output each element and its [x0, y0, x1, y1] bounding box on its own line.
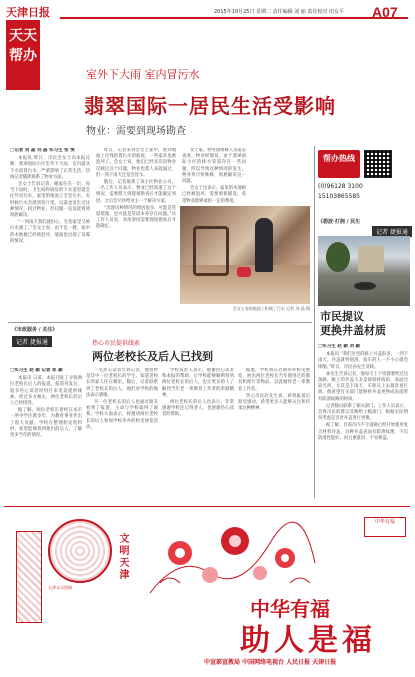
second-paragraph: 一名热心读者告诉记者，他曾经是其中一位老校长的学生，知道老校长的家人住在哪里。随后，记者联系到了老校长的后人，他们对学校的做法表示感谢。: [86, 368, 158, 398]
side-headline: 更换井盖材质: [320, 324, 386, 337]
side-photo: [318, 236, 410, 306]
qr-code-icon: [364, 150, 392, 178]
lead-kicker: 室外下大雨 室内冒污水: [86, 68, 200, 81]
second-column-label: 《市政服务 / 关注》: [12, 327, 58, 333]
lead-paragraph: 女士家，物业派维修人员前去查看。物业经理说，由于翡翠国际小区的排水管道存在一些问题，所以导致这种情况的发生，物业将尽快维修，彻底解决这一问题。: [182, 148, 246, 185]
photo-chair: [193, 226, 229, 276]
second-paragraph: 两位老校长的后人也表示，非常感谢学校还记得老人，也感谢热心读者的帮助。: [162, 400, 234, 418]
second-paragraph: 热心市民赵先生说，看到报道后很受感动，希望更多人能够关注和传承这种精神。: [238, 393, 310, 412]
second-col-1: [10, 368, 82, 500]
side-body: [318, 344, 408, 498]
public-service-ad: [4, 506, 410, 673]
masthead-meta: 2015年10月25日 星期二 责任编辑 刘 丽 责任校对 田女平: [214, 9, 344, 15]
ad-flower-illustration: [140, 513, 320, 603]
lead-paragraph: 本报讯 昨日，市民会女士向本报反映：翡翠国际小区室外下大雨，室内就从下水道冒污水，严重影响了正常生活。热线记者随即联系了物业方面。: [10, 156, 90, 180]
hotline-phone-2: 15103865585: [318, 193, 360, 200]
ad-slogan-2: 助人是福: [240, 623, 376, 658]
lead-subhead: 物业：需要到现场勘查: [86, 126, 186, 137]
lead-byline: □记者 刘 晶 刘 晶 实习生 张 雯: [10, 148, 75, 153]
lead-paragraph: 随后，记者联系了该小区物业公司。一名工作人员表示，物业已经知道了这个情况，需要派人到现场勘查后才能确定原因，之后会尽快给业主一个解决方案。: [96, 180, 176, 204]
lead-col-1: [10, 148, 90, 318]
hotline-phone-1: (0)96128 3100: [318, 183, 363, 190]
second-paragraph: 据悉，学校将在近期举办校史展览，展出两位老校长当年使用过的教具和照片等物品，以此缅怀老一辈教育工作者。: [238, 368, 310, 392]
lead-col-2: [96, 148, 176, 318]
second-byline: □实习生 赵 颖 记者 郑 颖: [10, 368, 63, 373]
side-kicker: 市民提议: [320, 310, 364, 323]
lead-paragraph: 会女士还表示，家里的木地板已经被泡坏，需要重新铺设，希望物业能够承担一定的费用。: [182, 186, 246, 204]
second-paragraph: 学校负责人表示，感谢热心读者和本报的帮助，让学校能够顺利找到两位老校长的后人，也让更多的人了解到当年老一辈教育工作者的奉献精神。: [162, 368, 234, 398]
hotline-badge: [318, 150, 360, 178]
ad-stamp: [8, 511, 126, 621]
ad-vertical-text: 文明天津: [117, 533, 128, 581]
photo-caption: 会女士家的地面上积满了污水 记者 刘 晶 摄: [232, 306, 310, 311]
ad-lattice-pattern: [16, 531, 42, 623]
second-paragraph: 本报讯 日前，本报刊发了寻找两位老校长后人的报道。报道刊发后，很多热心读者纷纷打来电话提供线索，经过多方核实，两位老校长的后人已经找到。: [10, 376, 82, 407]
photo-tree: [326, 242, 350, 272]
side-tag: 记者 捷报通: [372, 226, 412, 237]
lead-col-3: [182, 148, 246, 204]
lead-photo: [180, 206, 310, 304]
side-column-label: 《碧波·打拥 / 民生: [318, 219, 361, 225]
lead-paragraph: 会女士告诉记者，她家住在一层，每当下雨时，卫生间和厨房的下水道里就会往外冒污水，家里的地面上全是污水，有时候污水会漫到客厅里。以前也发生过这种情况，找过物业，但问题一直没能得到彻底解决。: [10, 182, 90, 219]
lead-paragraph: “出现这种情况的原因很多，可能是管道堵塞，也可能是管道本身存在问题。”该工作人员说，具体原因需要现场勘查后才能确定。: [96, 205, 176, 230]
ad-slogan-1: 中华有福: [250, 597, 330, 621]
lead-headline: 翡翠国际一居民生活受影响: [84, 94, 336, 118]
section-divider: [8, 322, 312, 323]
ad-logo: 中华有福: [364, 517, 406, 537]
side-paragraph: 孙先生告诉记者，他每天上下班都要经过这条路，路上的井盖大多是铸铁材质的，表面比较光滑，尤其是下雨天，车轮压上去很容易打滑。他希望有关部门能够将井盖更换成表面带有防滑纹路的材质。: [318, 371, 408, 402]
column-divider: [314, 146, 315, 498]
photo-person: [255, 218, 273, 272]
second-paragraph: 据了解，两位老校长曾经在本市一所中学任教多年，为教育事业作出了很大贡献。学校在整理校史资料时，希望能够找到他们的后人，了解更多当年的情况。: [10, 408, 82, 439]
second-kicker: 热心市民提供线索: [92, 340, 141, 347]
side-paragraph: 据了解，目前市内不少道路已经开始使用复合材料井盖，这种井盖表面有防滑纹理，不仅防滑性能好，而且重量轻、不易被盗。: [318, 423, 408, 441]
photo-building: [358, 246, 384, 272]
side-byline: □实习生 赵 颖 刘 颖: [318, 344, 361, 349]
second-headline: 两位老校长及后人已找到: [92, 350, 213, 363]
side-paragraph: 本报讯 “我们区里的路上井盖很多，一到下雨天，井盖就特别滑，骑车的人一不小心就会摔倒。”昨日，市民孙先生反映。: [318, 352, 408, 370]
top-rule: [60, 17, 408, 19]
hotline-label: 帮办热线: [323, 154, 355, 163]
second-tag: 记者 捷报通: [12, 336, 52, 347]
second-paragraph: 另一位老校长的后人也通过朋友看到了报道，主动与学校取得了联系。学校方面表示，将邀请两位老校长的后人参加学校举办的校史展览活动。: [86, 400, 158, 430]
masthead-logo: 天津日报: [6, 6, 50, 19]
ad-stamp-caption: 天津永乐图画: [48, 585, 72, 590]
second-col-2: [86, 368, 158, 500]
lead-paragraph: 昨日，记者来到会女士家中，看到地面上还残留着污水的痕迹，一些家具也被泡坏了。会女士说，他们已经多次向物业反映过这个问题，物业也派人来疏通过，但一到下雨天还是会冒水。: [96, 148, 176, 178]
section-badge: 天天帮办: [6, 20, 40, 90]
second-col-3: [162, 368, 234, 500]
lead-paragraph: “一到雨天我们就担心，生怕家里又被污水淹了。”会女士说，由于是一楼，家中的木地板已经被泡坏，墙面也出现了发霉的情况。: [10, 220, 90, 244]
ad-circle-pattern: [48, 519, 112, 583]
side-paragraph: 记者随后联系了相关部门。工作人员表示，会将市民的建议反映给上级部门，根据实际情况考虑是否对井盖进行更换。: [318, 403, 408, 422]
photo-boot: [237, 267, 251, 277]
second-col-4: [238, 368, 310, 500]
page-number: A07: [372, 4, 398, 20]
ad-footer: 中宣部宣教局 中国网络电视台 人民日报 天津日报: [204, 659, 337, 666]
photo-manhole-cover: [354, 282, 376, 290]
